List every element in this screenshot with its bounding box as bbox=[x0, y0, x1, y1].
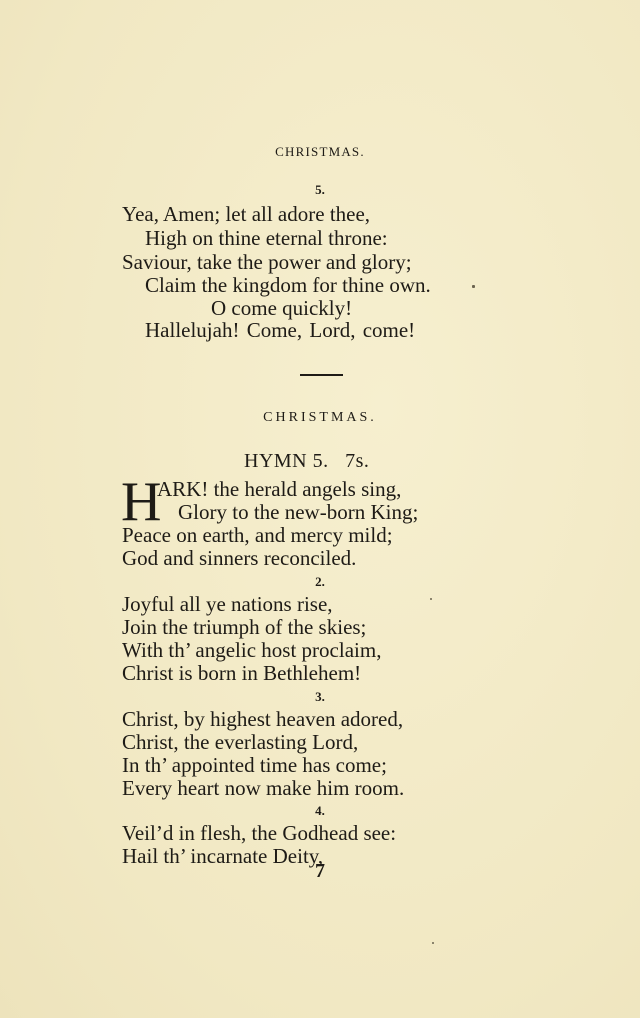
verse-line: Join the triumph of the skies; bbox=[122, 615, 367, 639]
paper-speck bbox=[472, 285, 475, 288]
verse-line: Every heart now make him room. bbox=[122, 776, 405, 800]
verse-line: Veil’d in flesh, the Godhead see: bbox=[122, 821, 397, 845]
verse-line: Joyful all ye nations rise, bbox=[122, 592, 333, 616]
verse-line: Christ, the everlasting Lord, bbox=[122, 730, 359, 754]
section-divider bbox=[300, 374, 343, 376]
page-number: 7 bbox=[315, 860, 325, 882]
verse-line: High on thine eternal throne: bbox=[145, 226, 388, 250]
verse-line: With th’ angelic host proclaim, bbox=[122, 638, 382, 662]
verse-line: Yea, Amen; let all adore thee, bbox=[122, 202, 371, 226]
running-head: CHRISTMAS. bbox=[275, 144, 365, 159]
verse-line: Peace on earth, and mercy mild; bbox=[122, 523, 393, 547]
verse-line: Saviour, take the power and glory; bbox=[122, 250, 412, 274]
drop-cap: H bbox=[121, 471, 162, 533]
verse-line: Claim the kingdom for thine own. bbox=[145, 273, 431, 297]
hymn-heading-text: HYMN 5. 7s. bbox=[244, 450, 370, 472]
verse-line: ARK! the herald angels sing, bbox=[157, 477, 402, 501]
verse-line: O come quickly! bbox=[211, 296, 353, 320]
verse-line: God and sinners reconciled. bbox=[122, 546, 357, 570]
verse-line: Christ, by highest heaven adored, bbox=[122, 707, 404, 731]
verse-line: In th’ appointed time has come; bbox=[122, 753, 387, 777]
hymn-heading bbox=[244, 450, 369, 473]
section-title: CHRISTMAS. bbox=[263, 410, 377, 425]
verse-line: Hallelujah! Come, Lord, come! bbox=[145, 318, 416, 342]
verse-line: Christ is born in Bethlehem! bbox=[122, 661, 362, 685]
verse-line: Glory to the new-born King; bbox=[178, 500, 419, 524]
verse-number: 5. bbox=[315, 182, 325, 197]
paper-speck bbox=[432, 942, 434, 944]
verse-number: 3. bbox=[315, 689, 325, 704]
verse-number: 4. bbox=[315, 803, 325, 818]
verse-number: 2. bbox=[315, 574, 325, 589]
paper-speck bbox=[430, 598, 432, 600]
verse-line: Hail th’ incarnate Deity, bbox=[122, 844, 324, 868]
